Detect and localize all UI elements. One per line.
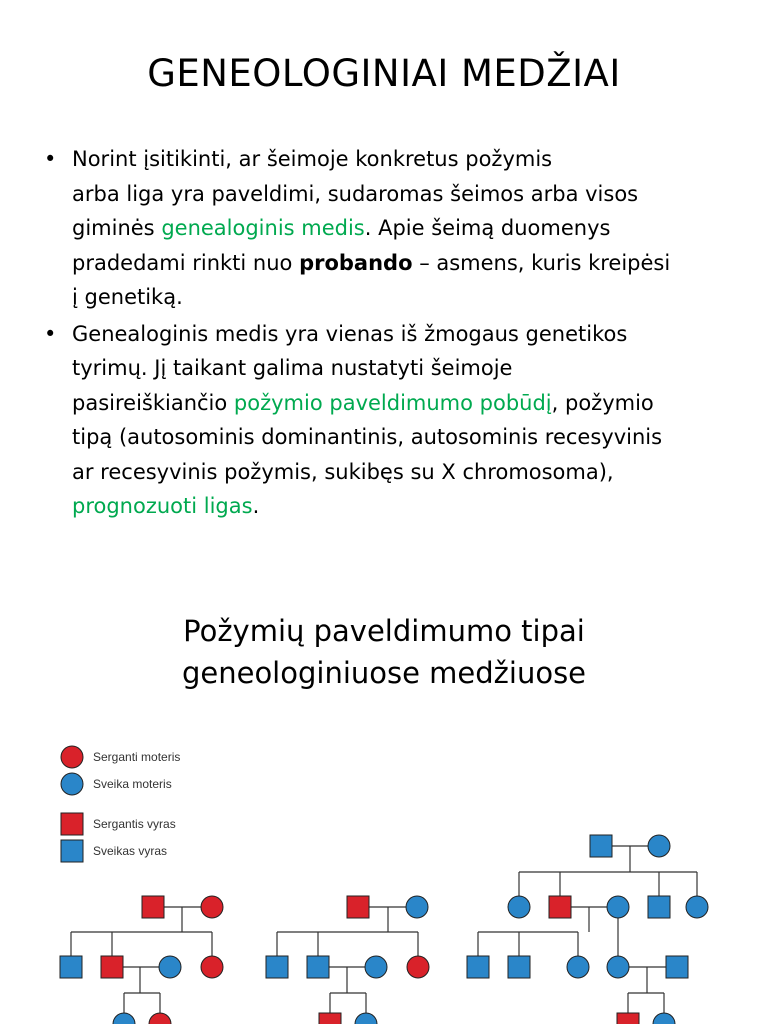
slide-title: GENEOLOGINIAI MEDŽIAI	[147, 52, 621, 95]
pedigree-2-member	[347, 896, 369, 918]
pedigree-2-member	[355, 1013, 377, 1024]
legend-square-symbol	[61, 840, 83, 862]
pedigree-3-member	[686, 896, 708, 918]
pedigree-2-member	[307, 956, 329, 978]
text-run: Norint įsitikinti, ar šeimoje konkretus požymis	[72, 147, 553, 171]
bold-term: probando	[299, 250, 413, 275]
legend-square-symbol	[61, 813, 83, 835]
pedigree-3-member	[549, 896, 571, 918]
text-run: tyrimų. Jį taikant galima nustatyti šeimoje	[72, 356, 513, 380]
pedigree-3-member	[648, 835, 670, 857]
pedigree-1-member	[201, 956, 223, 978]
text-run: . Apie šeimą duomenys	[364, 216, 611, 240]
pedigree-3-member	[508, 956, 530, 978]
pedigree-1-member	[113, 1013, 135, 1024]
pedigree-2-member	[407, 956, 429, 978]
text-run: arba liga yra paveldimi, sudaromas šeimos arba visos	[72, 181, 639, 206]
pedigree-2-member	[365, 956, 387, 978]
legend-circle-symbol	[61, 773, 83, 795]
text-run: į genetiką.	[72, 285, 183, 309]
pedigree-1-member	[142, 896, 164, 918]
pedigree-3-member	[590, 835, 612, 857]
text-run: ar recesyvinis požymis, sukibęs su X chromosoma),	[72, 459, 614, 484]
highlight-term: požymio paveldimumo pobūdį	[233, 390, 552, 415]
section-title-line-1: Požymių paveldimumo tipai	[183, 614, 585, 648]
legend-label: Sveikas vyras	[93, 844, 168, 858]
pedigree-3-member	[653, 1013, 675, 1024]
text-run: pradedami rinkti nuo	[72, 250, 300, 275]
pedigree-3-member	[648, 896, 670, 918]
pedigree-1-member	[201, 896, 223, 918]
pedigree-3-member	[467, 956, 489, 978]
pedigree-3-member	[666, 956, 688, 978]
text-run: giminės	[72, 216, 162, 240]
legend-label: Serganti moteris	[93, 750, 181, 764]
text-run: Genealoginis medis yra vienas iš žmogaus genetikos	[72, 321, 628, 346]
pedigree-3-member	[567, 956, 589, 978]
pedigree-3-member	[508, 896, 530, 918]
pedigree-3-member	[617, 1013, 639, 1024]
legend-label: Sveika moteris	[93, 777, 172, 791]
pedigree-2-member	[266, 956, 288, 978]
section-title-line-2: geneologiniuose medžiuose	[181, 656, 587, 690]
highlight-term: prognozuoti ligas	[72, 494, 253, 518]
pedigree-3-member	[607, 896, 629, 918]
pedigree-3-member	[607, 956, 629, 978]
pedigree-1-member	[149, 1013, 171, 1024]
pedigree-2-member	[406, 896, 428, 918]
pedigree-2-member	[319, 1013, 341, 1024]
text-run: – asmens, kuris kreipėsi	[412, 250, 671, 275]
pedigree-1-member	[60, 956, 82, 978]
highlight-term: genealoginis medis	[161, 216, 365, 240]
legend-label: Sergantis vyras	[93, 817, 176, 831]
text-run: , požymio	[551, 390, 654, 415]
pedigree-1-member	[101, 956, 123, 978]
text-run: tipą (autosominis dominantinis, autosominis recesyvinis	[72, 425, 663, 449]
pedigree-1-member	[159, 956, 181, 978]
text-run: pasireiškiančio	[72, 390, 234, 415]
legend-circle-symbol	[61, 746, 83, 768]
text-run: .	[252, 494, 260, 518]
